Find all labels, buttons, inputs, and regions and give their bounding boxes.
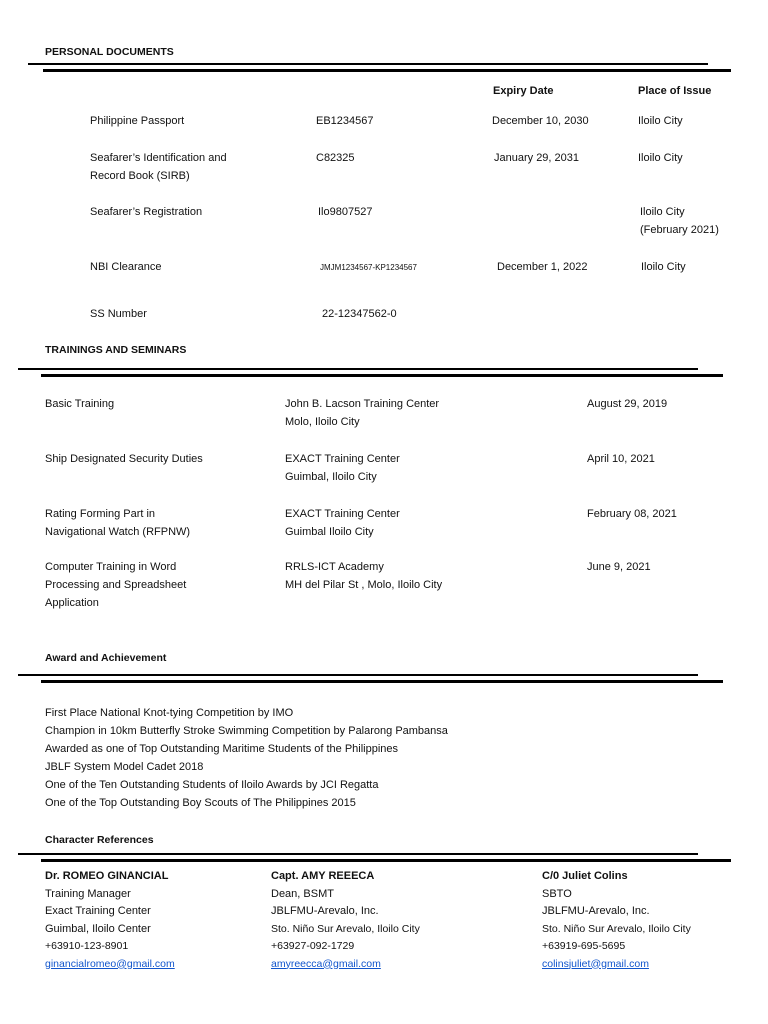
training-title: Ship Designated Security Duties — [45, 453, 203, 465]
reference-org: Exact Training Center — [45, 905, 151, 917]
section-rule — [28, 63, 708, 65]
reference-position: Dean, BSMT — [271, 887, 334, 900]
section-rule — [18, 853, 698, 855]
list-item: First Place National Knot-tying Competition by IMO — [45, 707, 294, 719]
document-name: Philippine Passport — [90, 115, 185, 127]
reference-address: Sto. Niño Sur Arevalo, Iloilo City — [542, 922, 691, 935]
reference-email-link[interactable]: ginancialromeo@gmail.com — [45, 957, 175, 970]
reference-address: Guimbal, Iloilo Center — [45, 922, 151, 935]
reference-org: JBLFMU-Arevalo, Inc. — [542, 905, 650, 917]
personal-documents-heading: PERSONAL DOCUMENTS — [45, 46, 174, 58]
document-number: JMJM1234567-KP1234567 — [320, 263, 417, 272]
training-date: August 29, 2019 — [587, 398, 668, 410]
reference-card — [542, 868, 691, 973]
reference-name: C/0 Juliet Colins — [542, 870, 628, 882]
document-name: NBI Clearance — [90, 261, 162, 273]
document-name: SS Number — [90, 308, 147, 320]
place-of-issue-header: Place of Issue — [638, 85, 712, 97]
section-rule — [18, 674, 698, 676]
references-heading: Character References — [45, 834, 154, 846]
training-date: April 10, 2021 — [587, 453, 655, 465]
document-number: 22-12347562-0 — [322, 308, 397, 320]
reference-org: JBLFMU-Arevalo, Inc. — [271, 905, 379, 917]
list-item: Champion in 10km Butterfly Stroke Swimming Competition by Palarong Pambansa — [45, 725, 448, 737]
document-place: Iloilo City (February 2021) — [640, 206, 719, 236]
list-item: One of the Top Outstanding Boy Scouts of The Philippines 2015 — [45, 797, 356, 809]
document-number: EB1234567 — [316, 115, 374, 127]
section-rule — [18, 368, 698, 370]
reference-address: Sto. Niño Sur Arevalo, Iloilo City — [271, 922, 420, 935]
reference-email-link[interactable]: colinsjuliet@gmail.com — [542, 957, 649, 970]
reference-position: SBTO — [542, 887, 572, 900]
reference-card — [271, 868, 420, 973]
document-place: Iloilo City — [638, 115, 683, 127]
reference-email-link[interactable]: amyreecca@gmail.com — [271, 957, 381, 970]
document-expiry: December 1, 2022 — [497, 261, 588, 273]
section-rule — [41, 374, 723, 377]
document-expiry: January 29, 2031 — [494, 152, 580, 164]
training-center: John B. Lacson Training Center Molo, Iloilo City — [285, 398, 440, 428]
section-rule — [41, 859, 731, 862]
list-item: JBLF System Model Cadet 2018 — [45, 761, 204, 773]
training-title: Basic Training — [45, 398, 115, 410]
training-center: RRLS-ICT Academy MH del Pilar St , Molo, Iloilo City — [285, 561, 443, 591]
list-item: One of the Ten Outstanding Students of Iloilo Awards by JCI Regatta — [45, 779, 379, 791]
reference-phone: +63910-123-8901 — [45, 940, 129, 952]
document-name: Seafarer’s Registration — [90, 206, 203, 218]
document-name: Seafarer’s Identification and Record Book (SIRB) — [90, 152, 227, 182]
training-title: Computer Training in Word Processing and Spreadsheet Application — [45, 561, 187, 609]
document-expiry: December 10, 2030 — [492, 115, 589, 127]
reference-position: Training Manager — [45, 887, 131, 900]
training-date: June 9, 2021 — [587, 561, 651, 573]
expiry-date-header: Expiry Date — [493, 85, 554, 97]
document-number: Ilo9807527 — [318, 206, 373, 218]
trainings-heading: TRAININGS AND SEMINARS — [45, 344, 187, 356]
training-title: Rating Forming Part in Navigational Watch (RFPNW) — [45, 508, 191, 538]
list-item: Awarded as one of Top Outstanding Maritime Students of the Philippines — [45, 743, 399, 755]
document-place: Iloilo City — [638, 152, 683, 164]
reference-phone: +63927-092-1729 — [271, 940, 355, 952]
section-rule — [43, 69, 731, 72]
reference-phone: +63919-695-5695 — [542, 940, 626, 952]
awards-heading: Award and Achievement — [45, 652, 167, 664]
training-center: EXACT Training Center Guimbal Iloilo City — [285, 508, 400, 538]
document-place: Iloilo City — [641, 261, 686, 273]
training-date: February 08, 2021 — [587, 508, 677, 520]
reference-name: Capt. AMY REEECA — [271, 870, 375, 882]
reference-card — [45, 868, 175, 973]
document-number: C82325 — [316, 152, 355, 164]
training-center: EXACT Training Center Guimbal, Iloilo City — [285, 453, 400, 483]
awards-list — [45, 704, 448, 812]
reference-name: Dr. ROMEO GINANCIAL — [45, 870, 169, 882]
section-rule — [41, 680, 723, 683]
